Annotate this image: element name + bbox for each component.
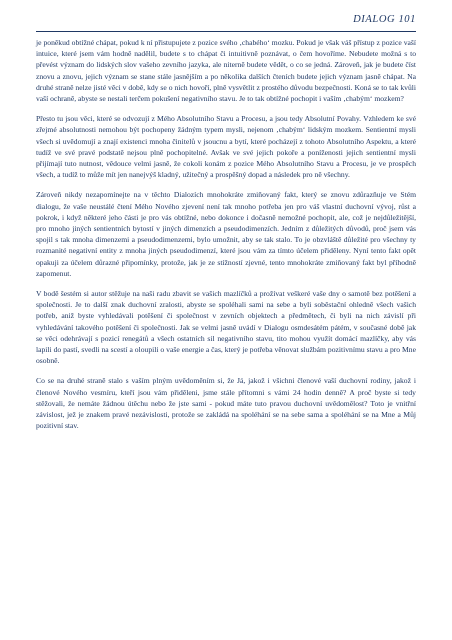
paragraph: Co se na druhé straně stalo s vaším plným uvědoměním si, že Já, jakož i všichni členové vaší duchovní rodiny, jakož i členové Nového vesmíru, kteří jsou vám přiděleni, jsme stále přítomni s vámi 24 hodin denně? A proč byste si tedy stěžovali, že nemáte žádnou útěchu nebo že jste sami - pokud máte tuto pravou duchovní uvědomělost? Toto je vnitřní závislost, jež je znakem pravé nezávislosti, protože se zakládá na spoléhání se na sebe sama a spoléhání se na Mne a Můj pozitivní stav. (36, 376, 416, 431)
paragraph: Přesto tu jsou věci, které se odvozují z Mého Absolutního Stavu a Procesu, a jsou tedy Absolutní Povahy. Vzhledem ke své zřejmé absolutnosti nemohou být pochopeny žádným typem mysli, nejenom ‚chabým‘ lidským mozkem. Sentientní mysli všech si uvědomují a znají existenci mnoha činitelů v jsoucnu a bytí, které pocházejí z tohoto Absolutního Aspektu, a které tudíž ve své pravé podstatě nejsou plně pochopitelné. Avšak ve své jejich pokoře a poníženosti jejich sentientní mysli přijímají tuto nutnost, vědouce velmi jasně, že cokoli konám z pozice Mého Absolutního Stavu a Procesu, je ve prospěch všech, a tudíž to může mít jen nanejvýš kladný, užitečný a prospěšný dopad a následek pro ně všechny. (36, 114, 416, 180)
paragraph: je poněkud obtížné chápat, pokud k ní přistupujete z pozice svého ‚chabého‘ mozku. Pokud je však váš přístup z pozice vaší intuice, které jsem vám hodně nadělil, budete s to chápat či intuitivně poznávat, o čem hovoříme. Nebudete možná s to převést význam do lidských slov vašeho zevního jazyka, ale niterně budete vědět, o co se jedná. Zároveň, jak je budete číst znovu a znovu, jejich význam se stane stále jasnějším a po několika dalších čteních budete jejich význam jasně chápat. Na druhé straně nelze jisté věci v době, kdy se o nich hovoří, plně vysvětlit z prostého důvodu bezpečnosti. Koná se to tak kvůli vaší ochraně, abyste se nestali terčem pokušení negativního stavu. Je to tak obtížné pochopit i vaším ‚chabým‘ mozkem? (36, 38, 416, 104)
header-rule (36, 31, 416, 32)
paragraph: V bodě šestém si autor stěžuje na naši radu zbavit se vašich mazlíčků a prožívat veškeré vaše dny o samotě bez potěšení a společnosti. Je to další znak duchovní zralosti, abyste se spoléhali sami na sebe a byli soběstační ohledně všech vašich potřeb, aniž byste vyhledávali potěšení či společnost v zevních objektech a předmětech, či byli na nich závislí při vyhledávání takového potěšení či společnosti. Jak se velmi jasně uvádí v Dialogu osmdesátém pátém, v současné době jak se věci odehrávají s pozicí renegátů a všech ostatních sil negativního stavu, tito mohou využít domácí mazlíčky, aby vás lapili do pastí, svedli na scestí a oloupili o vaše energie a čas, který je potřeba věnovat službám pozitivnímu stavu a pro Mne osobně. (36, 289, 416, 366)
body-text (36, 37, 416, 441)
paragraph: Zároveň nikdy nezapomínejte na v těchto Dialozích mnohokráte zmiňovaný fakt, který se znovu zdůrazňuje ve Stém dialogu, že vaše neustálé čtení Mého Nového zjevení není tak mnoho potřeba jen pro váš vlastní duchovní vývoj, růst a pokrok, i když některé jeho části je pro vás obtížné, nebo dokonce i dočasně nemožné pochopit, ale, což je nejdůležitější, pro mnoho jiných sentientních bytostí v jiných dimenzích a pseudodimenzích. Jedním z důležitých důvodů, proč jsem vás spojil s tak mnoha dimenzemi a pseudodimenzemi, bylo umožnit, aby se tak stalo. To je obzvláště důležité pro všechny ty rozmanité negativní entity z mnoha jiných pseudodimenzí, které jsou vám za tímto účelem přiděleny. Nyní tento fakt opět opakuji za účelem důrazné připomínky, protože, jak je ze stížností zjevné, tento mnohokráte zmiňovaný fakt byl příhodně zapomenut. (36, 190, 416, 278)
running-header-title: DIALOG 101 (353, 14, 416, 25)
